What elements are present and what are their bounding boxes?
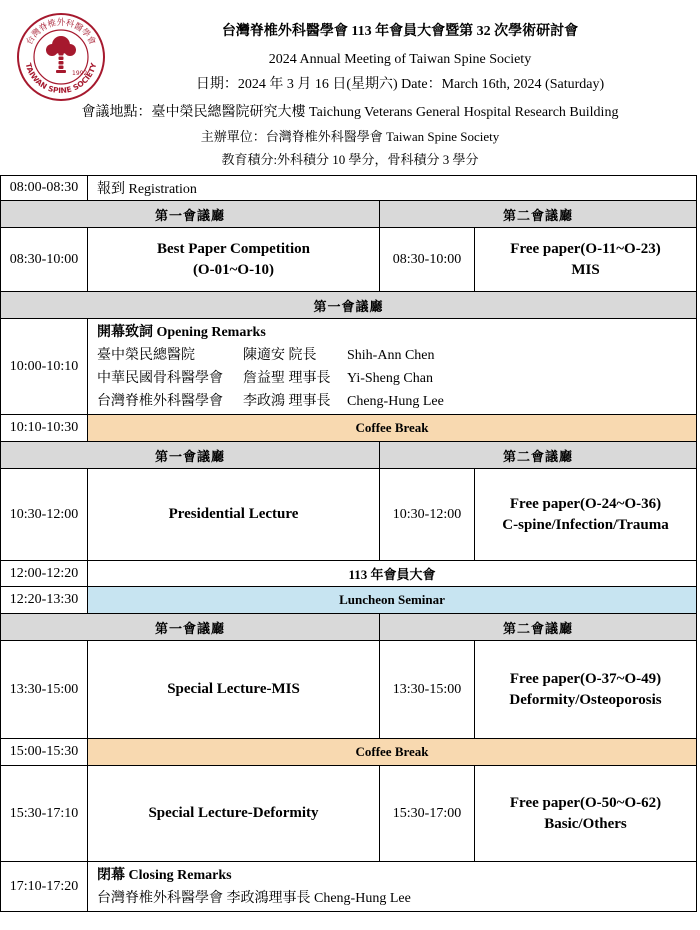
registration-label: 報到 Registration xyxy=(88,176,697,201)
session4-hall2 xyxy=(475,766,697,862)
session1-hall1-title: Best Paper Competition xyxy=(156,240,311,257)
schedule-table xyxy=(0,175,697,912)
row-coffee1 xyxy=(1,415,697,442)
coffee-break-1: Coffee Break xyxy=(88,415,697,442)
coffee-break-2: Coffee Break xyxy=(88,739,697,766)
session3-hall2 xyxy=(475,641,697,739)
session1-hall2-title: Free paper(O-11~O-23) xyxy=(510,240,661,257)
meeting-organizer: 主辦單位：台灣脊椎外科醫學會 Taiwan Spine Society xyxy=(200,129,500,144)
speaker-org: 台灣脊椎外科醫學會 xyxy=(97,393,223,409)
session1-hall1 xyxy=(88,228,380,292)
society-logo xyxy=(16,12,106,102)
speaker-name: 李政鴻 理事長 xyxy=(243,393,331,409)
speaker-name-en: Shih-Ann Chen xyxy=(347,347,435,363)
hall1-header: 第一會議廳 xyxy=(1,614,380,641)
row-session1 xyxy=(1,228,697,292)
meeting-venue: 會議地點：臺中榮民總醫院研究大樓 Taichung Veterans General Hospital Research Building xyxy=(81,105,619,120)
opening-speaker xyxy=(97,344,696,367)
opening-speaker xyxy=(97,390,696,413)
time-coffee1: 10:10-10:30 xyxy=(1,415,88,442)
session1-hall2 xyxy=(475,228,697,292)
row-hall-header xyxy=(1,201,697,228)
hall1-full-header: 第一會議廳 xyxy=(1,292,697,319)
time-opening: 10:00-10:10 xyxy=(1,319,88,415)
session2-hall2 xyxy=(475,469,697,561)
luncheon-seminar: Luncheon Seminar xyxy=(88,587,697,614)
time-closing: 17:10-17:20 xyxy=(1,862,88,912)
session2-hall2-topic: C-spine/Infection/Trauma xyxy=(502,516,669,533)
hall2-header: 第二會議廳 xyxy=(380,201,697,228)
row-lunch xyxy=(1,587,697,614)
meeting-date: 日期：2024 年 3 月 16 日(星期六) Date：March 16th, 2024 (Saturday) xyxy=(195,77,605,92)
closing-speaker: 台灣脊椎外科醫學會 李政鴻理事長 Cheng-Hung Lee xyxy=(97,890,411,906)
row-session4 xyxy=(1,766,697,862)
logo-top-text: 台灣脊椎外科醫學會 xyxy=(24,18,98,47)
row-session2 xyxy=(1,469,697,561)
hall1-header: 第一會議廳 xyxy=(1,201,380,228)
session4-hall1 xyxy=(88,766,380,862)
session1-hall2-topic: MIS xyxy=(571,261,600,278)
hall1-header: 第一會議廳 xyxy=(1,442,380,469)
member-assembly: 113 年會員大會 xyxy=(88,561,697,587)
opening-title: 開幕致詞 Opening Remarks xyxy=(97,324,266,340)
speaker-name-en: Yi-Sheng Chan xyxy=(347,370,433,386)
closing-remarks xyxy=(88,862,697,912)
session3-hall2-title: Free paper(O-37~O-49) xyxy=(509,670,662,687)
session3-hall2-topic: Deformity/Osteoporosis xyxy=(509,691,662,708)
logo-year: 1992 xyxy=(72,70,88,77)
session2-hall1 xyxy=(88,469,380,561)
row-session3 xyxy=(1,641,697,739)
time-session3-hall2: 13:30-15:00 xyxy=(380,641,475,739)
row-opening xyxy=(1,319,697,415)
time-session1-hall2: 08:30-10:00 xyxy=(380,228,475,292)
session4-hall2-title: Free paper(O-50~O-62) xyxy=(509,794,662,811)
session2-hall1-title: Presidential Lecture xyxy=(168,506,299,522)
speaker-name-en: Cheng-Hung Lee xyxy=(347,393,444,409)
opening-remarks xyxy=(88,319,697,415)
time-lunch: 12:20-13:30 xyxy=(1,587,88,614)
time-session1-hall1: 08:30-10:00 xyxy=(1,228,88,292)
meeting-credits: 教育積分:外科積分 10 學分，骨科積分 3 學分 xyxy=(221,152,479,167)
time-session3-hall1: 13:30-15:00 xyxy=(1,641,88,739)
time-session4-hall2: 15:30-17:00 xyxy=(380,766,475,862)
time-session2-hall2: 10:30-12:00 xyxy=(380,469,475,561)
hall2-header: 第二會議廳 xyxy=(380,442,697,469)
opening-speaker xyxy=(97,367,696,390)
speaker-name: 詹益聖 理事長 xyxy=(243,370,331,386)
logo-bottom-text: TAIWAN SPINE SOCIETY xyxy=(23,61,99,96)
tree-icon xyxy=(46,36,76,73)
time-assembly: 12:00-12:20 xyxy=(1,561,88,587)
row-hall-header xyxy=(1,442,697,469)
row-hall-header xyxy=(1,614,697,641)
session3-hall1 xyxy=(88,641,380,739)
row-hall1-full xyxy=(1,292,697,319)
hall2-header: 第二會議廳 xyxy=(380,614,697,641)
session3-hall1-title: Special Lecture-MIS xyxy=(167,681,300,697)
session4-hall1-title: Special Lecture-Deformity xyxy=(148,805,319,821)
row-coffee2 xyxy=(1,739,697,766)
closing-title: 閉幕 Closing Remarks xyxy=(97,867,232,883)
session2-hall2-title: Free paper(O-24~O-36) xyxy=(509,495,662,512)
meeting-title-en: 2024 Annual Meeting of Taiwan Spine Society xyxy=(268,52,532,67)
time-session4-hall1: 15:30-17:10 xyxy=(1,766,88,862)
time-coffee2: 15:00-15:30 xyxy=(1,739,88,766)
row-registration xyxy=(1,176,697,201)
row-assembly xyxy=(1,561,697,587)
session1-hall1-range: (O-01~O-10) xyxy=(192,261,275,278)
session4-hall2-topic: Basic/Others xyxy=(544,815,627,832)
speaker-org: 臺中榮民總醫院 xyxy=(97,347,195,363)
row-closing xyxy=(1,862,697,912)
time-session2-hall1: 10:30-12:00 xyxy=(1,469,88,561)
speaker-org: 中華民國骨科醫學會 xyxy=(97,370,223,386)
speaker-name: 陳適安 院長 xyxy=(243,347,317,363)
time-registration: 08:00-08:30 xyxy=(1,176,88,201)
meeting-title-zh: 台灣脊椎外科醫學會 113 年會員大會暨第 32 次學術研討會 xyxy=(221,24,579,39)
